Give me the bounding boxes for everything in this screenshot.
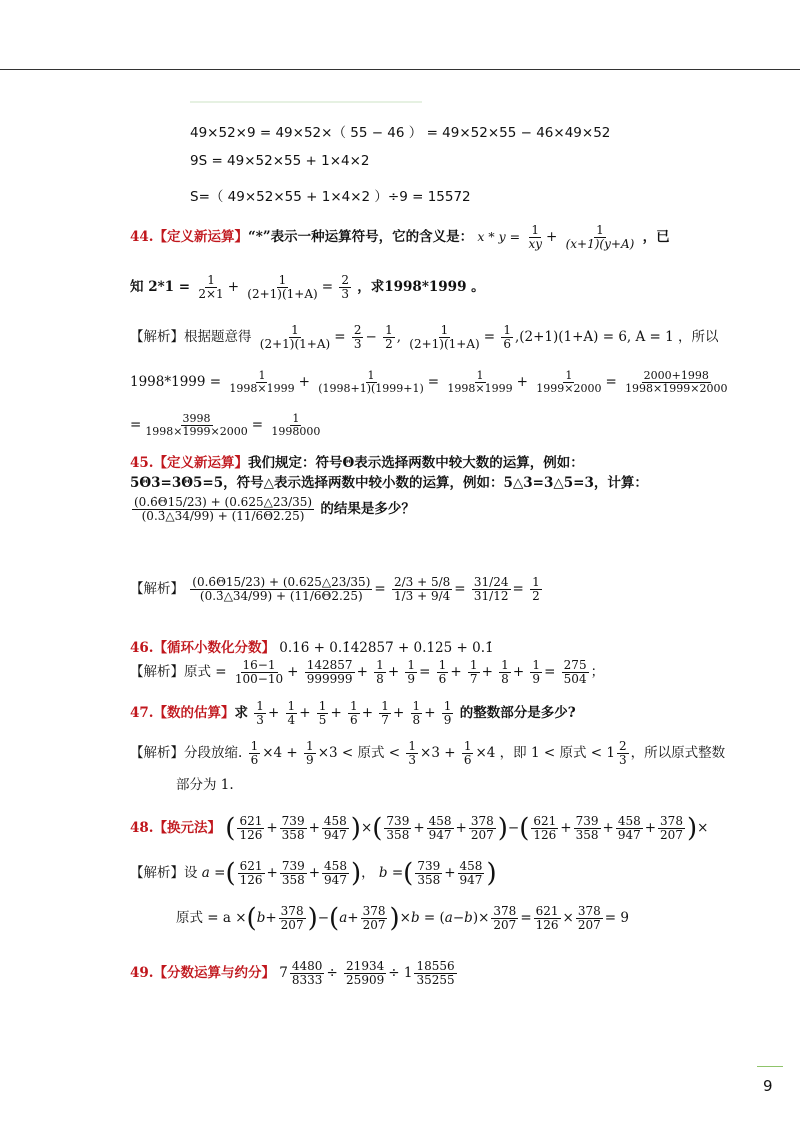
fraction: $\frac{1}{3}$ xyxy=(256,699,264,728)
fraction: $\frac{739}{358}$ xyxy=(281,859,305,888)
problem-47-solution-line-2: 部分为 1. xyxy=(176,777,234,793)
problem-47-line-1: 47.【数的估算】求 $\frac{1}{3}$ + $\frac{1}{4}$ + $\frac{1}{5}$ + $\frac{1}{6}$ + $\frac{1}{7}$ + $\frac{1}{8}$ + $\frac{1}{9}$ 的整数部分是多少? xyxy=(130,699,576,728)
fraction: $\frac{16-1}{100-10}$ xyxy=(234,658,284,687)
fraction: $\frac{1}{6}$ xyxy=(438,658,447,687)
fraction: $\frac{1}{8}$ xyxy=(412,699,421,728)
fraction: $\frac{1}{xy}$ xyxy=(528,223,542,252)
fraction: $\frac{1}{2}$ xyxy=(532,575,540,604)
problem-number: 47. xyxy=(130,705,154,722)
fraction: $\frac{1}{1999\times 2000}$ xyxy=(536,369,602,396)
problem-49-line-1: 49.【分数运算与约分】 7 $\frac{4480}{8333}$ ÷ $\frac{21934}{25909}$ ÷ 1 $\frac{18556}{35255}$ xyxy=(130,959,455,988)
problem-number: 44. xyxy=(130,229,154,246)
problem-45-question: $\frac{(0.6̇\Theta 15/23) + (0.625\triangle 23/35)}{(0.3̇\triangle 34/99) + (11/6\Theta 2.25)}$ 的结果是多少？ xyxy=(134,495,415,524)
problem-tag: 【定义新运算】 xyxy=(153,229,248,246)
fraction: $\frac{621}{126}$ xyxy=(535,904,559,933)
fraction: $\frac{1}{(1998+1)(1999+1)}$ xyxy=(318,369,424,396)
fraction: $\frac{1}{8}$ xyxy=(501,658,509,687)
calc-line-2: 9S = 49×52×55 + 1×4×2 xyxy=(190,153,370,169)
fraction: $\frac{1}{9}$ xyxy=(306,739,314,768)
fraction: $\frac{621}{126}$ xyxy=(533,814,557,843)
fraction: $\frac{458}{947}$ xyxy=(323,814,347,843)
fraction: $\frac{378}{207}$ xyxy=(577,904,601,933)
problem-48-solution-line-1: 【解析】设 a =( $\frac{621}{126}$ + $\frac{739}{358}$ + $\frac{458}{947}$ )， b =( $\frac{739}{358}$ + $\frac{458}{947}$ ) xyxy=(130,858,497,889)
problem-tag: 【分数运算与约分】 xyxy=(153,965,275,982)
fraction: $\frac{1}{6}$ xyxy=(250,739,259,768)
problem-number: 46. xyxy=(130,640,154,656)
problem-48-solution-line-2: 原式 = a ×(b+ $\frac{378}{207}$ )−(a+ $\frac{378}{207}$ )×b = (a−b)× $\frac{378}{207}$ = $\frac{621}{126}$ × $\frac{378}{207}$ = 9 xyxy=(176,903,629,934)
faint-divider xyxy=(190,101,422,103)
fraction: $\frac{1}{1998000}$ xyxy=(271,412,321,439)
fraction: $\frac{2}{3}$ xyxy=(341,273,349,302)
problem-tag: 【定义新运算】 xyxy=(153,455,248,471)
problem-tag: 【换元法】 xyxy=(153,820,221,837)
fraction: $\frac{1}{3}$ xyxy=(408,739,417,768)
page-number: 9 xyxy=(763,1077,773,1095)
fraction: $\frac{739}{358}$ xyxy=(281,814,305,843)
problem-44-solution-line-1: 【解析】根据题意得 $\frac{1}{(2+1)(1+A)}$ = $\frac{2}{3}$ − $\frac{1}{2}$ , $\frac{1}{(2+1)(1+A)}$ = $\frac{1}{6}$ ,(2+1)(1+A) = 6, A = 1 ，所以 xyxy=(130,323,719,352)
fraction: $\frac{31/24}{31/12}$ xyxy=(473,575,509,604)
fraction: $\frac{1}{(x+1)(y+A)}$ xyxy=(565,223,635,252)
fraction: $\frac{458}{947}$ xyxy=(428,814,452,843)
fraction: $\frac{1}{8}$ xyxy=(376,658,384,687)
header-rule xyxy=(0,69,800,70)
fraction: $\frac{1}{9}$ xyxy=(443,699,452,728)
problem-44-line-2: 知 2*1 = $\frac{1}{2\times 1}$ + $\frac{1}{(2+1)(1+A)}$ = $\frac{2}{3}$ ，求1998*1999 。 xyxy=(130,273,485,302)
problem-47-solution-line-1: 【解析】分段放缩. $\frac{1}{6}$ ×4 + $\frac{1}{9}$ ×3 < 原式 < $\frac{1}{3}$ ×3 + $\frac{1}{6}$ ×4 ，即 1 < 原式 < 1 $\frac{2}{3}$ ，所以原式整数 xyxy=(130,739,726,768)
fraction: $\frac{1}{4}$ xyxy=(287,699,296,728)
fraction: $\frac{378}{207}$ xyxy=(362,904,386,933)
fraction: $\frac{739}{358}$ xyxy=(417,859,441,888)
fraction: $\frac{275}{504}$ xyxy=(563,658,587,687)
problem-44-line-1: 44.【定义新运算】“*”表示一种运算符号，它的含义是： x * y = $\frac{1}{xy}$ + $\frac{1}{(x+1)(y+A)}$ ，已 xyxy=(130,223,670,252)
fraction: $\frac{1}{7}$ xyxy=(469,658,478,687)
fraction: $\frac{378}{207}$ xyxy=(660,814,683,843)
fraction: $\frac{1}{6}$ xyxy=(463,739,472,768)
fraction: $\frac{(0.6̇\Theta 15/23) + (0.625\triangle 23/35)}{(0.3̇\triangle 34/99) + (11/6\Theta 2.25)}$ xyxy=(192,575,371,604)
fraction: $\frac{18556}{35255}$ xyxy=(416,959,455,988)
fraction: $\frac{21934}{25909}$ xyxy=(346,959,385,988)
fraction: $\frac{621}{126}$ xyxy=(239,814,263,843)
fraction: $\frac{621}{126}$ xyxy=(239,859,263,888)
fraction: $\frac{1}{(2+1)(1+A)}$ xyxy=(259,323,331,352)
fraction: $\frac{1}{2\times 1}$ xyxy=(198,273,224,302)
fraction: $\frac{458}{947}$ xyxy=(617,814,641,843)
fraction: $\frac{378}{207}$ xyxy=(493,904,517,933)
fraction: $\frac{1}{9}$ xyxy=(532,658,541,687)
fraction: $\frac{1}{7}$ xyxy=(381,699,389,728)
problem-44-solution-line-3: = $\frac{3998}{1998\times 1999\times 2000}$ = $\frac{1}{1998000}$ xyxy=(130,412,321,439)
problem-45-line-1: 45.【定义新运算】我们规定：符号Θ表示选择两数中较大数的运算，例如： xyxy=(130,455,584,471)
fraction: $\frac{1}{6}$ xyxy=(503,323,511,352)
problem-44-solution-line-2: 1998*1999 = $\frac{1}{1998\times 1999}$ + $\frac{1}{(1998+1)(1999+1)}$ = $\frac{1}{1998\times 1999}$ + $\frac{1}{1999\times 2000}$ = $\frac{2000+1998}{1998\times 1999\times 2000}$ xyxy=(130,369,728,396)
problem-tag: 【循环小数化分数】 xyxy=(153,640,275,656)
problem-46-solution: 【解析】原式 = $\frac{16-1}{100-10}$ + $\frac{142857}{999999}$ + $\frac{1}{8}$ + $\frac{1}{9}$ = $\frac{1}{6}$ + $\frac{1}{7}$ + $\frac{1}{8}$ + $\frac{1}{9}$ = $\frac{275}{504}$ ； xyxy=(130,658,605,687)
fraction: $\frac{1}{2}$ xyxy=(385,323,393,352)
calc-line-1: 49×52×9 = 49×52×（ 55 − 46 ） = 49×52×55 − 46×49×52 xyxy=(190,125,611,141)
problem-45-line-2: 5Θ3=3Θ5=5，符号△表示选择两数中较小数的运算，例如：5△3=3△5=3，计算： xyxy=(130,475,648,491)
fraction: $\frac{458}{947}$ xyxy=(459,859,483,888)
fraction: $\frac{739}{358}$ xyxy=(575,814,599,843)
fraction: $\frac{1}{1998\times 1999}$ xyxy=(229,369,295,396)
fraction: $\frac{1}{(2+1)(1+A)}$ xyxy=(247,273,318,302)
fraction: $\frac{1}{1998\times 1999}$ xyxy=(447,369,513,396)
problem-number: 48. xyxy=(130,820,154,837)
problem-46-line-1: 46.【循环小数化分数】 0.16̇ + 0.1̇42857̇ + 0.125 + 0.1̇ xyxy=(130,640,494,656)
fraction: $\frac{378}{207}$ xyxy=(470,814,494,843)
fraction: $\frac{1}{9}$ xyxy=(407,658,416,687)
fraction: $\frac{142857}{999999}$ xyxy=(306,658,353,687)
problem-number: 49. xyxy=(130,965,154,982)
problem-45-solution: 【解析】 $\frac{(0.6̇\Theta 15/23) + (0.625\triangle 23/35)}{(0.3̇\triangle 34/99) + (11/6\Theta 2.25)}$ = $\frac{2/3 + 5/8}{1/3 + 9/4}$ = $\frac{31/24}{31/12}$ = $\frac{1}{2}$ xyxy=(130,575,540,604)
problem-48-line-1: 48.【换元法】 ( $\frac{621}{126}$ + $\frac{739}{358}$ + $\frac{458}{947}$ )×( $\frac{739}{358}$ + $\frac{458}{947}$ + $\frac{378}{207}$ )−( $\frac{621}{126}$ + $\frac{739}{358}$ + $\frac{458}{947}$ + $\frac{378}{207}$ )× xyxy=(130,813,709,844)
fraction: $\frac{1}{(2+1)(1+A)}$ xyxy=(409,323,480,352)
fraction: $\frac{2/3 + 5/8}{1/3 + 9/4}$ xyxy=(393,575,451,604)
page-number-rule xyxy=(757,1066,783,1067)
fraction: $\frac{1}{5}$ xyxy=(318,699,327,728)
problem-tag: 【数的估算】 xyxy=(153,705,235,722)
fraction: $\frac{2000+1998}{1998\times 1999\times 2000}$ xyxy=(625,369,728,396)
fraction: $\frac{1}{6}$ xyxy=(350,699,358,728)
fraction: $\frac{378}{207}$ xyxy=(280,904,304,933)
fraction: $\frac{2}{3}$ xyxy=(353,323,362,352)
fraction: $\frac{458}{947}$ xyxy=(324,859,347,888)
fraction: $\frac{3998}{1998\times 1999\times 2000}$ xyxy=(145,412,248,439)
fraction: $\frac{2}{3}$ xyxy=(618,739,627,768)
calc-line-3: S=（ 49×52×55 + 1×4×2 ）÷9 = 15572 xyxy=(190,189,471,205)
fraction: $\frac{4480}{8333}$ xyxy=(291,959,323,988)
fraction: $\frac{739}{358}$ xyxy=(386,814,410,843)
problem-number: 45. xyxy=(130,455,154,471)
fraction: $\frac{(0.6̇\Theta 15/23) + (0.625\triangle 23/35)}{(0.3̇\triangle 34/99) + (11/6\Theta 2.25)}$ xyxy=(134,495,313,524)
